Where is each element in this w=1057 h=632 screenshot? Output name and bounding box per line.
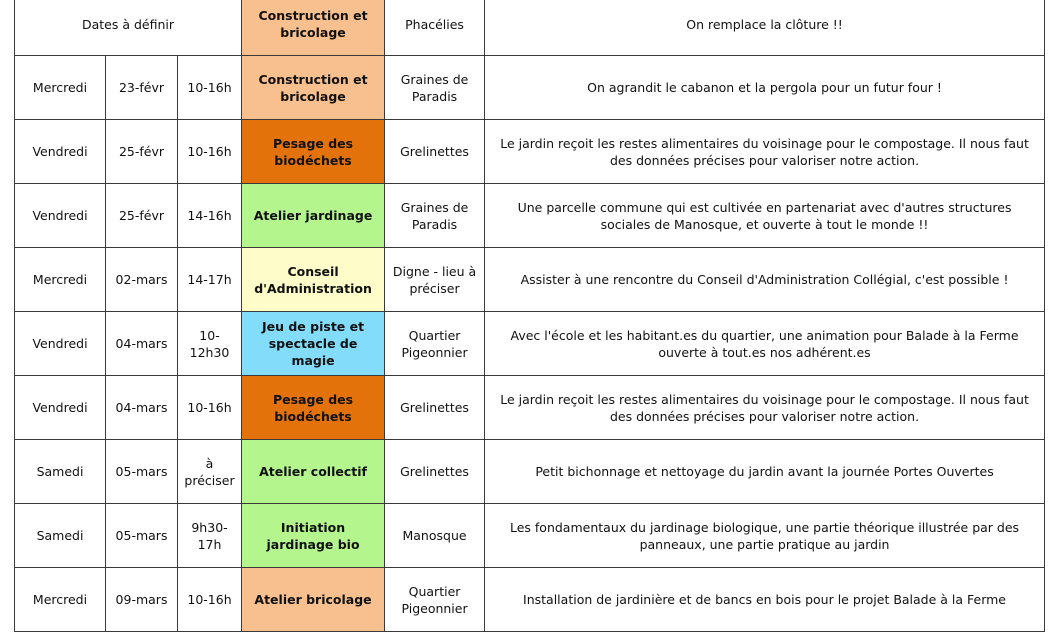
time-cell: à préciser bbox=[178, 440, 242, 504]
date-cell: 05-mars bbox=[106, 504, 178, 568]
time-cell: 10-16h bbox=[178, 376, 242, 440]
place-cell: Graines de Paradis bbox=[385, 56, 485, 120]
place-cell: Quartier Pigeonnier bbox=[385, 568, 485, 632]
time-cell: 10-12h30 bbox=[178, 312, 242, 376]
date-cell: 09-mars bbox=[106, 568, 178, 632]
time-cell: 10-16h bbox=[178, 56, 242, 120]
description-cell: Installation de jardinière et de bancs en bois pour le projet Balade à la Ferme bbox=[485, 568, 1045, 632]
place-cell: Phacélies bbox=[385, 0, 485, 56]
day-cell: Mercredi bbox=[15, 568, 106, 632]
place-cell: Grelinettes bbox=[385, 440, 485, 504]
table-row bbox=[15, 184, 1045, 248]
date-cell: 04-mars bbox=[106, 312, 178, 376]
day-cell: Mercredi bbox=[15, 56, 106, 120]
day-cell: Samedi bbox=[15, 440, 106, 504]
table-row bbox=[15, 504, 1045, 568]
activity-cell: Conseil d'Administration bbox=[242, 248, 385, 312]
time-cell: 14-17h bbox=[178, 248, 242, 312]
time-cell: 10-16h bbox=[178, 568, 242, 632]
description-cell: Le jardin reçoit les restes alimentaires du voisinage pour le compostage. Il nous faut des données précises pour valoriser notre action. bbox=[485, 120, 1045, 184]
place-cell: Grelinettes bbox=[385, 120, 485, 184]
table-row bbox=[15, 312, 1045, 376]
table-header-row bbox=[15, 0, 1045, 56]
table-row bbox=[15, 248, 1045, 312]
table-row bbox=[15, 56, 1045, 120]
activity-cell: Pesage des biodéchets bbox=[242, 120, 385, 184]
day-cell: Vendredi bbox=[15, 312, 106, 376]
description-cell: Le jardin reçoit les restes alimentaires du voisinage pour le compostage. Il nous faut des données précises pour valoriser notre action. bbox=[485, 376, 1045, 440]
activity-cell: Initiation jardinage bio bbox=[242, 504, 385, 568]
day-cell: Vendredi bbox=[15, 120, 106, 184]
description-cell: On remplace la clôture !! bbox=[485, 0, 1045, 56]
table-row bbox=[15, 440, 1045, 504]
time-cell: 10-16h bbox=[178, 120, 242, 184]
activity-cell: Construction et bricolage bbox=[242, 0, 385, 56]
table-row bbox=[15, 376, 1045, 440]
date-cell: 25-févr bbox=[106, 120, 178, 184]
day-cell: Vendredi bbox=[15, 184, 106, 248]
description-cell: Assister à une rencontre du Conseil d'Administration Collégial, c'est possible ! bbox=[485, 248, 1045, 312]
time-cell: 9h30-17h bbox=[178, 504, 242, 568]
activity-cell: Jeu de piste et spectacle de magie bbox=[242, 312, 385, 376]
description-cell: Les fondamentaux du jardinage biologique, une partie théorique illustrée par des panneaux, une partie pratique au jardin bbox=[485, 504, 1045, 568]
place-cell: Manosque bbox=[385, 504, 485, 568]
activity-cell: Construction et bricolage bbox=[242, 56, 385, 120]
activity-cell: Pesage des biodéchets bbox=[242, 376, 385, 440]
time-cell: 14-16h bbox=[178, 184, 242, 248]
description-cell: On agrandit le cabanon et la pergola pour un futur four ! bbox=[485, 56, 1045, 120]
description-cell: Une parcelle commune qui est cultivée en partenariat avec d'autres structures sociales de Manosque, et ouverte à tout le monde !! bbox=[485, 184, 1045, 248]
day-cell: Samedi bbox=[15, 504, 106, 568]
place-cell: Quartier Pigeonnier bbox=[385, 312, 485, 376]
place-cell: Graines de Paradis bbox=[385, 184, 485, 248]
date-cell: 23-févr bbox=[106, 56, 178, 120]
date-cell: 02-mars bbox=[106, 248, 178, 312]
table-row bbox=[15, 120, 1045, 184]
table-row bbox=[15, 568, 1045, 632]
date-cell: 05-mars bbox=[106, 440, 178, 504]
day-cell: Vendredi bbox=[15, 376, 106, 440]
activity-cell: Atelier bricolage bbox=[242, 568, 385, 632]
description-cell: Avec l'école et les habitant.es du quartier, une animation pour Balade à la Ferme ouverte à tout.es nos adhérent.es bbox=[485, 312, 1045, 376]
description-cell: Petit bichonnage et nettoyage du jardin avant la journée Portes Ouvertes bbox=[485, 440, 1045, 504]
place-cell: Grelinettes bbox=[385, 376, 485, 440]
schedule-table bbox=[14, 0, 1045, 632]
place-cell: Digne - lieu à préciser bbox=[385, 248, 485, 312]
day-cell: Mercredi bbox=[15, 248, 106, 312]
date-cell: 04-mars bbox=[106, 376, 178, 440]
date-cell: 25-févr bbox=[106, 184, 178, 248]
activity-cell: Atelier collectif bbox=[242, 440, 385, 504]
dates-to-define-cell: Dates à définir bbox=[15, 0, 242, 56]
activity-cell: Atelier jardinage bbox=[242, 184, 385, 248]
